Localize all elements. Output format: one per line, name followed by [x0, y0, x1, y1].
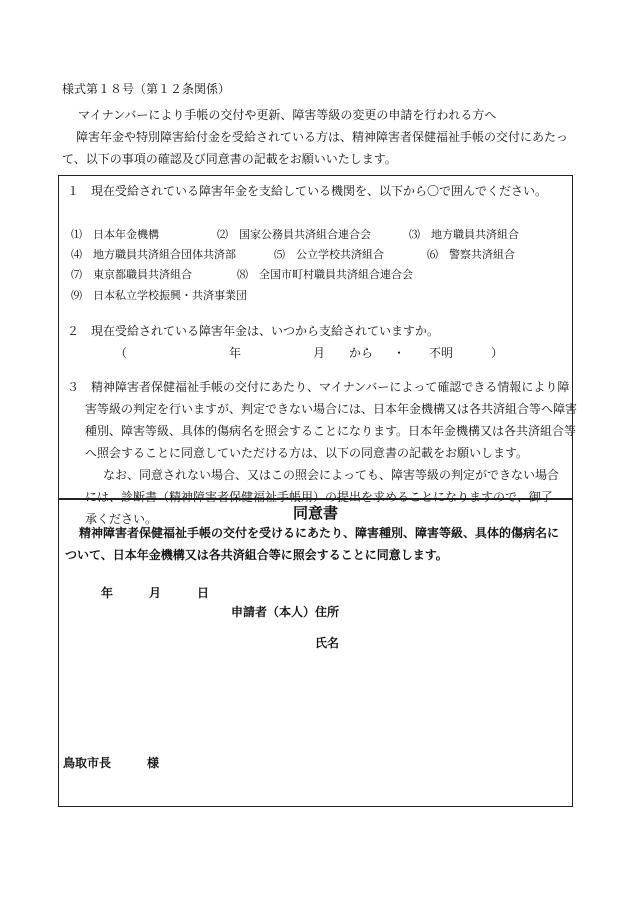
- org-option-9[interactable]: ⑼ 日本私立学校振興・共済事業団: [71, 289, 247, 302]
- q2-month: 月: [313, 346, 326, 360]
- form-number: 様式第１８号（第１２条関係）: [62, 82, 231, 96]
- applicant-name-label: 氏名: [315, 636, 340, 650]
- q2-dot: ・: [393, 346, 406, 360]
- org-option-4[interactable]: ⑷ 地方職員共済組合団体共済部: [71, 248, 236, 261]
- q2-open-paren: （: [115, 346, 128, 360]
- org-option-8[interactable]: ⑻ 全国市町村職員共済組合連合会: [237, 268, 413, 281]
- q1-text: １ 現在受給されている障害年金を支給している機関を、以下から〇で囲んでください。: [67, 184, 548, 198]
- org-option-1[interactable]: ⑴ 日本年金機構: [71, 228, 159, 241]
- org-option-2[interactable]: ⑵ 国家公務員共済組合連合会: [217, 228, 371, 241]
- applicant-address-label: 申請者（本人）住所: [231, 605, 340, 619]
- q3-text: ３ 精神障害者保健福祉手帳の交付にあたり、マイナンバーによって確認できる情報により障害等級の判定を行いますが、判定できない場合には、日本年金機構又は各共済組合等へ障害種別、障害等級、具体的傷病名を照会することになります。日本年金機構又は各共済組合等へ照会することに同意していただける方は、以下の同意書の記載をお願いします。: [67, 380, 578, 460]
- org-option-7[interactable]: ⑺ 東京都職員共済組合: [71, 268, 192, 281]
- consent-body: 精神障害者保健福祉手帳の交付を受けるにあたり、障害種別、障害等級、具体的傷病名について、日本年金機構又は各共済組合等に照会することに同意します。: [65, 526, 560, 562]
- org-option-3[interactable]: ⑶ 地方職員共済組合: [409, 228, 519, 241]
- intro-paragraph: 障害年金や特別障害給付金を受給されている方は、精神障害者保健福祉手帳の交付にあたって、以下の事項の確認及び同意書の記載をお願いいたします。: [62, 130, 569, 166]
- consent-title: 同意書: [292, 504, 338, 522]
- q3-note: なお、同意されない場合、又はこの照会によっても、障害等級の判定ができない場合には、診断書（精神障害者保健福祉手帳用）の提出を求めることになりますので、御了承ください。: [85, 468, 560, 526]
- q2-close-paren: ）: [491, 346, 504, 360]
- mayor-sama: 様: [147, 756, 160, 770]
- mayor-label: 鳥取市長: [63, 756, 112, 770]
- org-option-5[interactable]: ⑸ 公立学校共済組合: [274, 248, 384, 261]
- q2-text: ２ 現在受給されている障害年金は、いつから支給されていますか。: [67, 324, 440, 338]
- q2-from: から: [349, 346, 374, 360]
- consent-day: 日: [197, 586, 210, 600]
- consent-month: 月: [149, 586, 162, 600]
- q2-year: 年: [229, 346, 242, 360]
- consent-year: 年: [101, 586, 114, 600]
- subtitle: マイナンバーにより手帳の交付や更新、障害等級の変更の申請を行われる方へ: [78, 108, 497, 122]
- org-option-6[interactable]: ⑹ 警察共済組合: [427, 248, 515, 261]
- consent-box: [58, 499, 573, 807]
- questions-box: [58, 175, 578, 526]
- q2-unknown: 不明: [429, 346, 454, 360]
